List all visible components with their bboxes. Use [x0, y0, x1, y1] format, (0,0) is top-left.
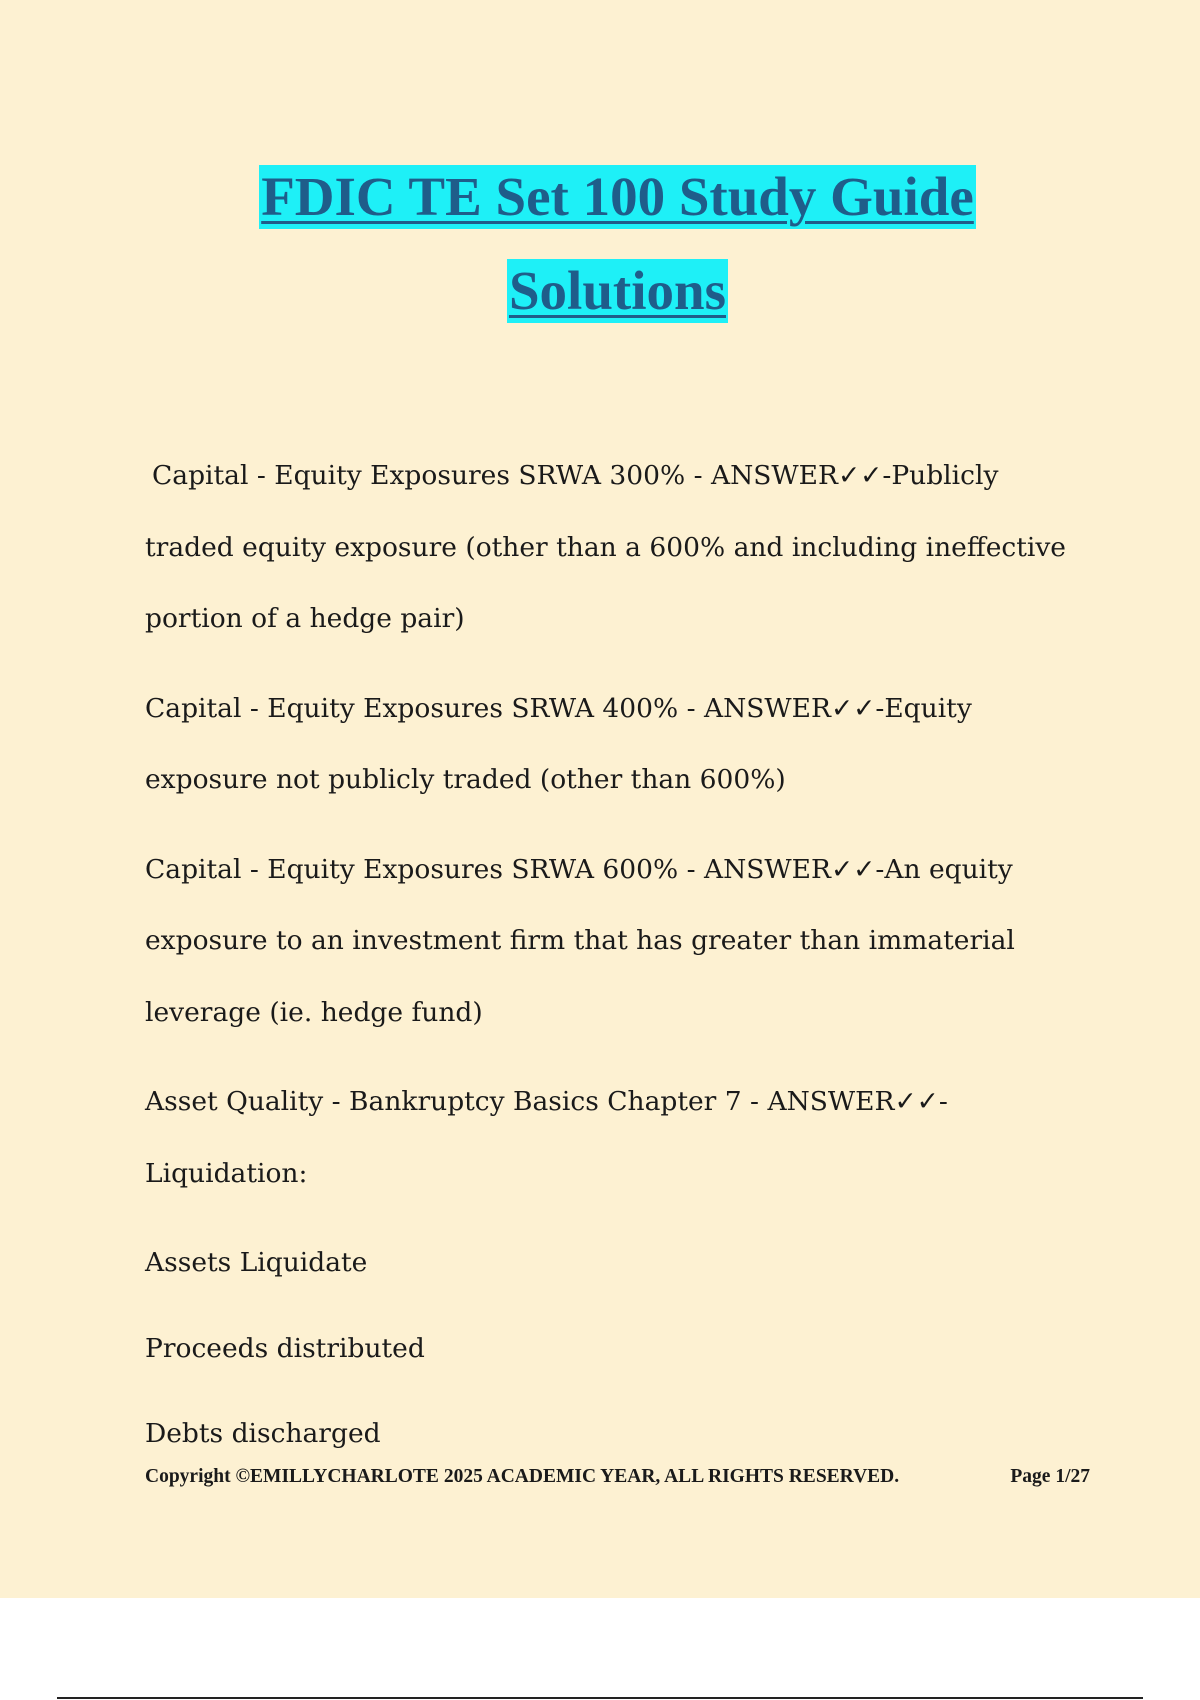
title-block — [0, 165, 1200, 323]
list-line-assets-liquidate: Assets Liquidate — [145, 1247, 368, 1278]
qa-entry-equity-400: Capital - Equity Exposures SRWA 400% - ANSWER✓✓-Equity exposure not publicly traded (other than 600%) — [145, 692, 972, 795]
document-content — [145, 440, 1085, 1484]
qa-entry-equity-300: Capital - Equity Exposures SRWA 300% - ANSWER✓✓-Publicly traded equity exposure (other than a 600% and including ineffective portion of a hedge pair) — [145, 460, 1066, 634]
list-line-debts-discharged: Debts discharged — [145, 1418, 381, 1449]
copyright-notice: Copyright ©EMILLYCHARLOTE 2025 ACADEMIC YEAR, ALL RIGHTS RESERVED. — [145, 1466, 900, 1487]
document-title-line-2: Solutions — [508, 260, 727, 321]
qa-entry-bankruptcy-chapter-7: Asset Quality - Bankruptcy Basics Chapter 7 - ANSWER✓✓-Liquidation: — [145, 1086, 948, 1189]
page-number: Page 1/27 — [1010, 1466, 1090, 1487]
list-line-proceeds-distributed: Proceeds distributed — [145, 1332, 425, 1364]
document-title-line-1: FDIC TE Set 100 Study Guide — [261, 166, 974, 227]
qa-entry-equity-600: Capital - Equity Exposures SRWA 600% - ANSWER✓✓-An equity exposure to an investment firm that has greater than immaterial leverage (ie. hedge fund) — [145, 853, 1015, 1028]
bottom-rule-divider — [57, 1697, 1143, 1699]
